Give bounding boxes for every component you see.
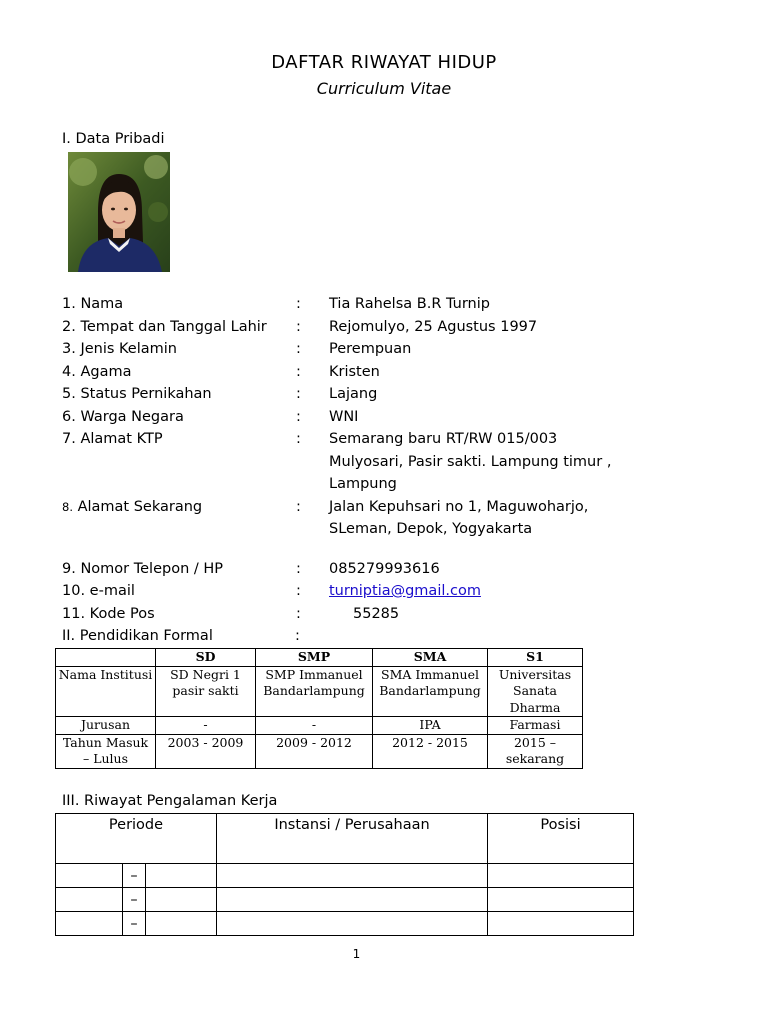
- table-header-cell: SD: [156, 649, 256, 667]
- address-line: Mulyosari, Pasir sakti. Lampung timur ,: [329, 453, 612, 470]
- table-row: [56, 912, 634, 936]
- table-cell: [146, 888, 217, 912]
- table-row: [56, 734, 583, 768]
- table-cell: 2003 - 2009: [156, 734, 256, 768]
- table-cell: [488, 888, 634, 912]
- table-cell: SD Negri 1 pasir sakti: [156, 666, 256, 717]
- page-number: 1: [352, 947, 361, 961]
- field-row-status-pernikahan: [62, 383, 722, 406]
- address-line: Lampung: [329, 476, 397, 492]
- table-header-cell: Instansi / Perusahaan: [217, 814, 488, 864]
- table-row: [56, 864, 634, 888]
- table-row: [56, 717, 583, 735]
- field-value: [329, 428, 722, 496]
- address-line: Jalan Kepuhsari no 1, Maguwoharjo,: [329, 498, 589, 515]
- field-value: 085279993616: [329, 560, 440, 577]
- table-cell: Jurusan: [56, 717, 156, 735]
- email-link[interactable]: turniptia@gmail.com: [329, 583, 481, 599]
- table-cell: [56, 888, 123, 912]
- field-colon: :: [296, 583, 301, 599]
- field-colon: :: [296, 296, 301, 312]
- field-value: Perempuan: [329, 341, 412, 357]
- field-row-warga-negara: [62, 406, 722, 429]
- field-value: Tia Rahelsa B.R Turnip: [329, 296, 490, 312]
- table-cell: Universitas Sanata Dharma: [488, 666, 583, 717]
- field-value: WNI: [329, 408, 359, 425]
- field-label: 7. Alamat KTP: [62, 431, 163, 447]
- table-cell: [146, 864, 217, 888]
- field-colon: :: [296, 605, 301, 622]
- field-value: Lajang: [329, 386, 378, 402]
- field-value: 55285: [353, 605, 400, 622]
- personal-data-list: [62, 293, 722, 625]
- field-label: 9. Nomor Telepon / HP: [62, 560, 224, 577]
- field-colon: :: [296, 341, 301, 357]
- table-header-cell: SMP: [256, 649, 373, 667]
- section-title-work: III. Riwayat Pengalaman Kerja: [62, 793, 278, 809]
- field-label: 11. Kode Pos: [62, 605, 155, 622]
- table-cell: [146, 912, 217, 936]
- field-row-jenis-kelamin: [62, 338, 722, 361]
- field-label-number: 8.: [62, 499, 73, 514]
- table-cell: –: [123, 912, 146, 936]
- field-label: 1. Nama: [62, 296, 124, 312]
- field-colon: :: [296, 386, 301, 402]
- table-cell: -: [256, 717, 373, 735]
- work-experience-table: [55, 813, 634, 936]
- address-line: SLeman, Depok, Yogyakarta: [329, 521, 533, 537]
- field-label: 10. e-mail: [62, 583, 135, 599]
- table-cell: [488, 912, 634, 936]
- table-cell: 2012 - 2015: [373, 734, 488, 768]
- table-cell: –: [123, 888, 146, 912]
- table-cell: –: [123, 864, 146, 888]
- field-label: 3. Jenis Kelamin: [62, 341, 177, 357]
- field-row-nama: [62, 293, 722, 316]
- table-header-cell: Periode: [56, 814, 217, 864]
- table-cell: SMA Immanuel Bandarlampung: [373, 666, 488, 717]
- field-row-alamat-sekarang: [62, 496, 722, 541]
- field-value: [329, 580, 722, 603]
- field-label-text: Alamat Sekarang: [77, 498, 203, 515]
- field-row-nomor-telepon: [62, 558, 722, 581]
- field-row-email: [62, 580, 722, 603]
- section-title-education: II. Pendidikan Formal: [62, 628, 213, 644]
- address-line: Semarang baru RT/RW 015/003: [329, 431, 558, 447]
- table-header-row: [56, 814, 634, 864]
- table-row: [56, 888, 634, 912]
- table-cell: Tahun Masuk – Lulus: [56, 734, 156, 768]
- field-row-tempat-tanggal-lahir: [62, 316, 722, 339]
- table-cell: [488, 864, 634, 888]
- table-header-cell: S1: [488, 649, 583, 667]
- table-cell: [56, 912, 123, 936]
- table-cell: 2009 - 2012: [256, 734, 373, 768]
- document-subtitle: Curriculum Vitae: [316, 79, 452, 98]
- field-value: Kristen: [329, 363, 380, 380]
- field-colon: :: [295, 628, 300, 644]
- table-cell: Farmasi: [488, 717, 583, 735]
- field-colon: :: [296, 363, 301, 380]
- document-title: DAFTAR RIWAYAT HIDUP: [271, 52, 497, 73]
- education-table: [55, 648, 583, 769]
- table-cell: -: [156, 717, 256, 735]
- field-value: Rejomulyo, 25 Agustus 1997: [329, 318, 538, 335]
- field-value: [329, 496, 722, 541]
- field-label: 5. Status Pernikahan: [62, 386, 212, 402]
- table-cell: [217, 888, 488, 912]
- table-cell: [217, 864, 488, 888]
- field-label: [62, 496, 296, 541]
- field-colon: :: [296, 318, 301, 335]
- field-colon: :: [296, 560, 301, 577]
- field-row-agama: [62, 361, 722, 384]
- section-title-personal: I. Data Pribadi: [62, 131, 165, 147]
- profile-photo: [68, 152, 170, 272]
- field-colon: :: [296, 408, 301, 425]
- table-cell: [217, 912, 488, 936]
- table-cell: [56, 864, 123, 888]
- field-label: 2. Tempat dan Tanggal Lahir: [62, 318, 267, 335]
- field-label: 6. Warga Negara: [62, 408, 184, 425]
- table-cell: IPA: [373, 717, 488, 735]
- table-header-cell: Posisi: [488, 814, 634, 864]
- field-row-alamat-ktp: [62, 428, 722, 496]
- table-header-cell: [56, 649, 156, 667]
- field-row-kode-pos: [62, 603, 722, 626]
- table-cell: Nama Institusi: [56, 666, 156, 717]
- table-row: [56, 666, 583, 717]
- field-colon: :: [296, 498, 301, 515]
- field-colon: :: [296, 431, 301, 447]
- field-label: 4. Agama: [62, 363, 132, 380]
- table-cell: SMP Immanuel Bandarlampung: [256, 666, 373, 717]
- table-cell: 2015 – sekarang: [488, 734, 583, 768]
- table-header-cell: SMA: [373, 649, 488, 667]
- table-header-row: [56, 649, 583, 667]
